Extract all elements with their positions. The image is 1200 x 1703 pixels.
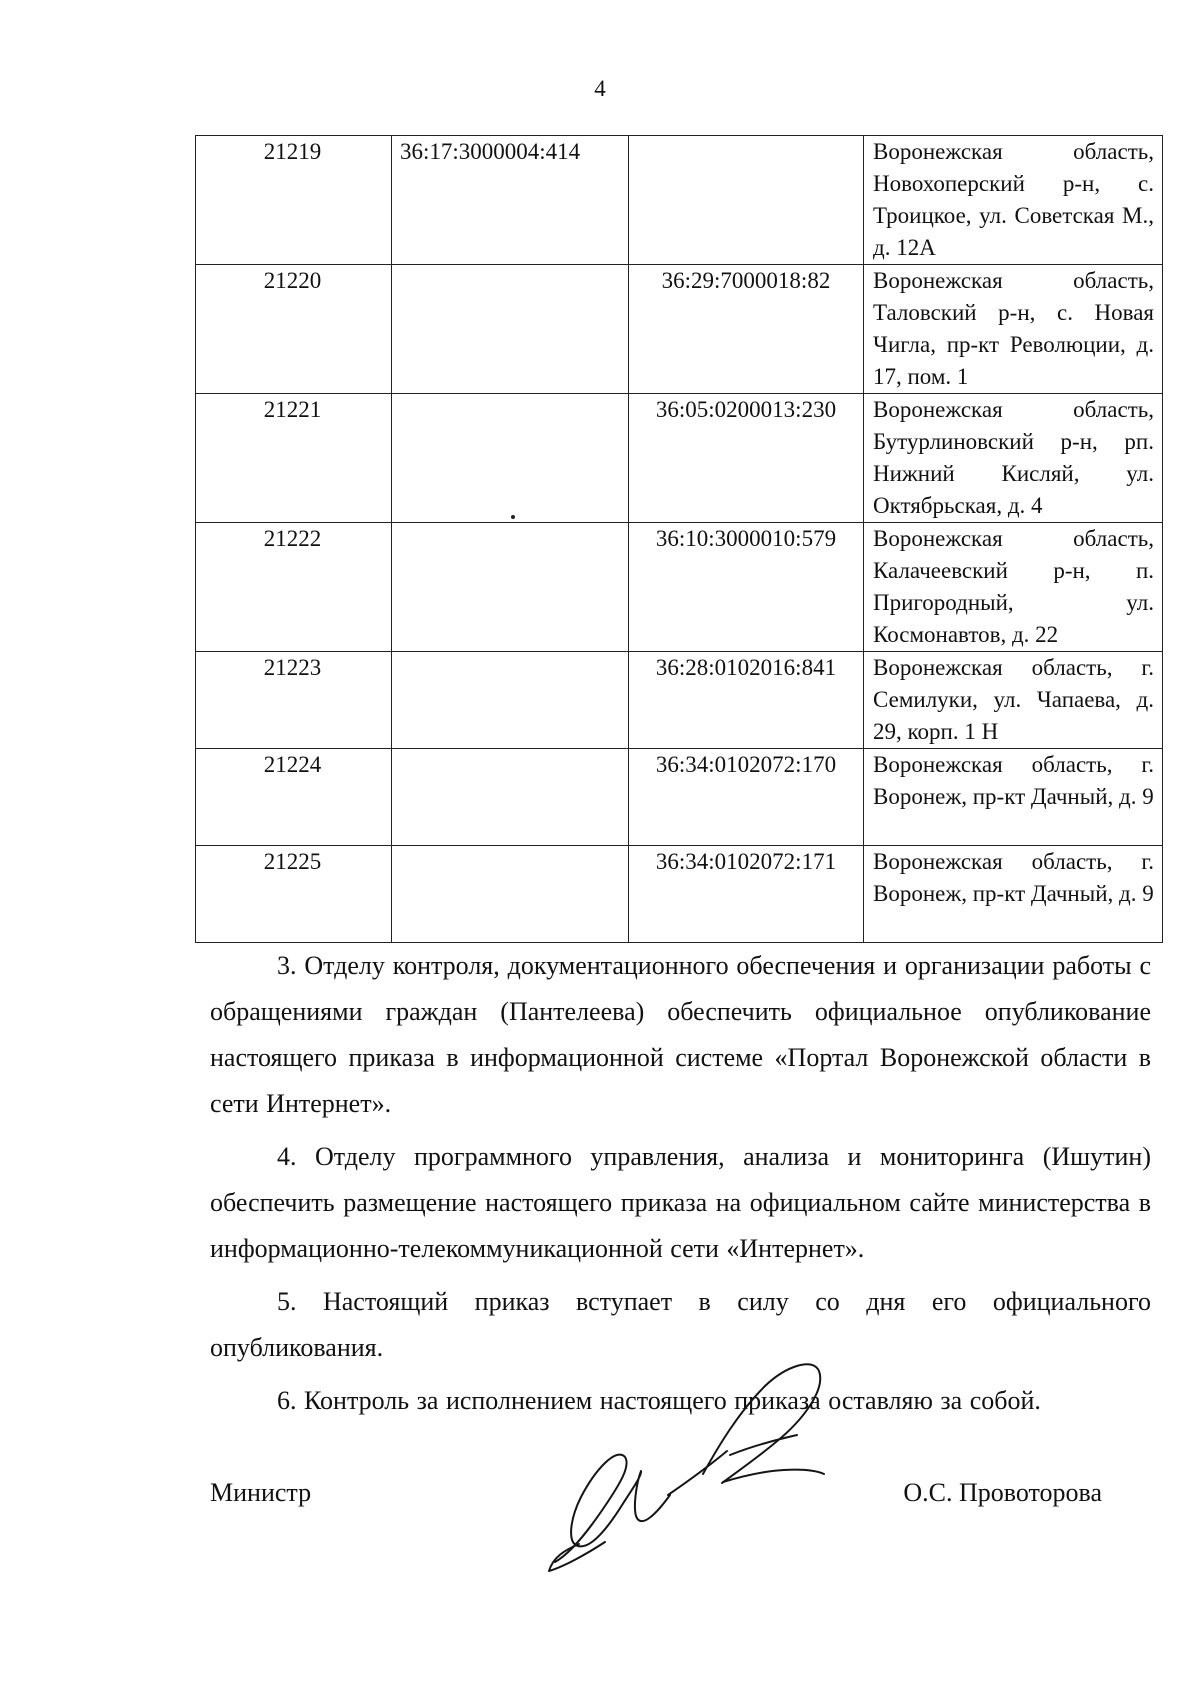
table-row bbox=[196, 523, 1163, 652]
cadastral-number-cell bbox=[392, 523, 629, 652]
cadastral-number-cell bbox=[392, 846, 629, 943]
table-row bbox=[196, 265, 1163, 394]
table-row bbox=[196, 846, 1163, 943]
signatory-title: Министр bbox=[210, 1478, 312, 1507]
row-number-cell: 21224 bbox=[196, 749, 392, 846]
row-number-cell: 21221 bbox=[196, 394, 392, 523]
table-row bbox=[196, 394, 1163, 523]
address-cell: Воронежская область, г. Воронеж, пр-кт Дачный, д. 9 bbox=[864, 749, 1163, 846]
signatory-name: О.С. Провоторова bbox=[903, 1478, 1102, 1507]
row-number-cell: 21222 bbox=[196, 523, 392, 652]
table-row bbox=[196, 652, 1163, 749]
cadastral-number-cell: 36:28:0102016:841 bbox=[629, 652, 864, 749]
cadastral-number-cell: 36:34:0102072:171 bbox=[629, 846, 864, 943]
row-number-cell: 21219 bbox=[196, 136, 392, 265]
paragraph-6: 6. Контроль за исполнением настоящего приказа оставляю за собой. bbox=[277, 1386, 1041, 1415]
cadastral-number-cell bbox=[392, 394, 629, 523]
paragraph-5: 5. Настоящий приказ вступает в силу со дня его официального опубликования. bbox=[210, 1287, 1151, 1362]
registry-table bbox=[195, 135, 1163, 943]
row-number-cell: 21223 bbox=[196, 652, 392, 749]
table-row bbox=[196, 749, 1163, 846]
cadastral-number-cell: 36:10:3000010:579 bbox=[629, 523, 864, 652]
cadastral-number-cell: 36:29:7000018:82 bbox=[629, 265, 864, 394]
address-cell: Воронежская область, г. Семилуки, ул. Чапаева, д. 29, корп. 1 Н bbox=[864, 652, 1163, 749]
row-number-cell: 21225 bbox=[196, 846, 392, 943]
address-cell: Воронежская область, Бутурлиновский р-н, рп. Нижний Кисляй, ул. Октябрьская, д. 4 bbox=[864, 394, 1163, 523]
cadastral-number-cell bbox=[629, 136, 864, 265]
cadastral-number-cell: 36:05:0200013:230 bbox=[629, 394, 864, 523]
signature-image bbox=[545, 1352, 865, 1592]
cadastral-number-cell: 36:34:0102072:170 bbox=[629, 749, 864, 846]
cadastral-number-cell bbox=[392, 749, 629, 846]
address-cell: Воронежская область, Новохоперский р-н, с. Троицкое, ул. Советская М., д. 12А bbox=[864, 136, 1163, 265]
stray-dot-mark bbox=[511, 515, 515, 519]
address-cell: Воронежская область, Таловский р-н, с. Новая Чигла, пр-кт Революции, д. 17, пом. 1 bbox=[864, 265, 1163, 394]
paragraph-4: 4. Отделу программного управления, анализа и мониторинга (Ишутин) обеспечить размещение настоящего приказа на официальном сайте министерства в информационно-телекоммуникационной сети «Интернет». bbox=[210, 1142, 1151, 1263]
cadastral-number-cell: 36:17:3000004:414 bbox=[392, 136, 629, 265]
row-number-cell: 21220 bbox=[196, 265, 392, 394]
paragraph-3: 3. Отделу контроля, документационного обеспечения и организации работы с обращениями граждан (Пантелеева) обеспечить официальное опубликование настоящего приказа в информационной системе «Портал Воронежской области в сети Интернет». bbox=[210, 951, 1151, 1118]
address-cell: Воронежская область, Калачеевский р-н, п. Пригородный, ул. Космонавтов, д. 22 bbox=[864, 523, 1163, 652]
cadastral-number-cell bbox=[392, 652, 629, 749]
page-number: 4 bbox=[594, 76, 606, 101]
address-cell: Воронежская область, г. Воронеж, пр-кт Дачный, д. 9 bbox=[864, 846, 1163, 943]
registry-table-wrapper bbox=[195, 135, 1162, 943]
cadastral-number-cell bbox=[392, 265, 629, 394]
table-row bbox=[196, 136, 1163, 265]
